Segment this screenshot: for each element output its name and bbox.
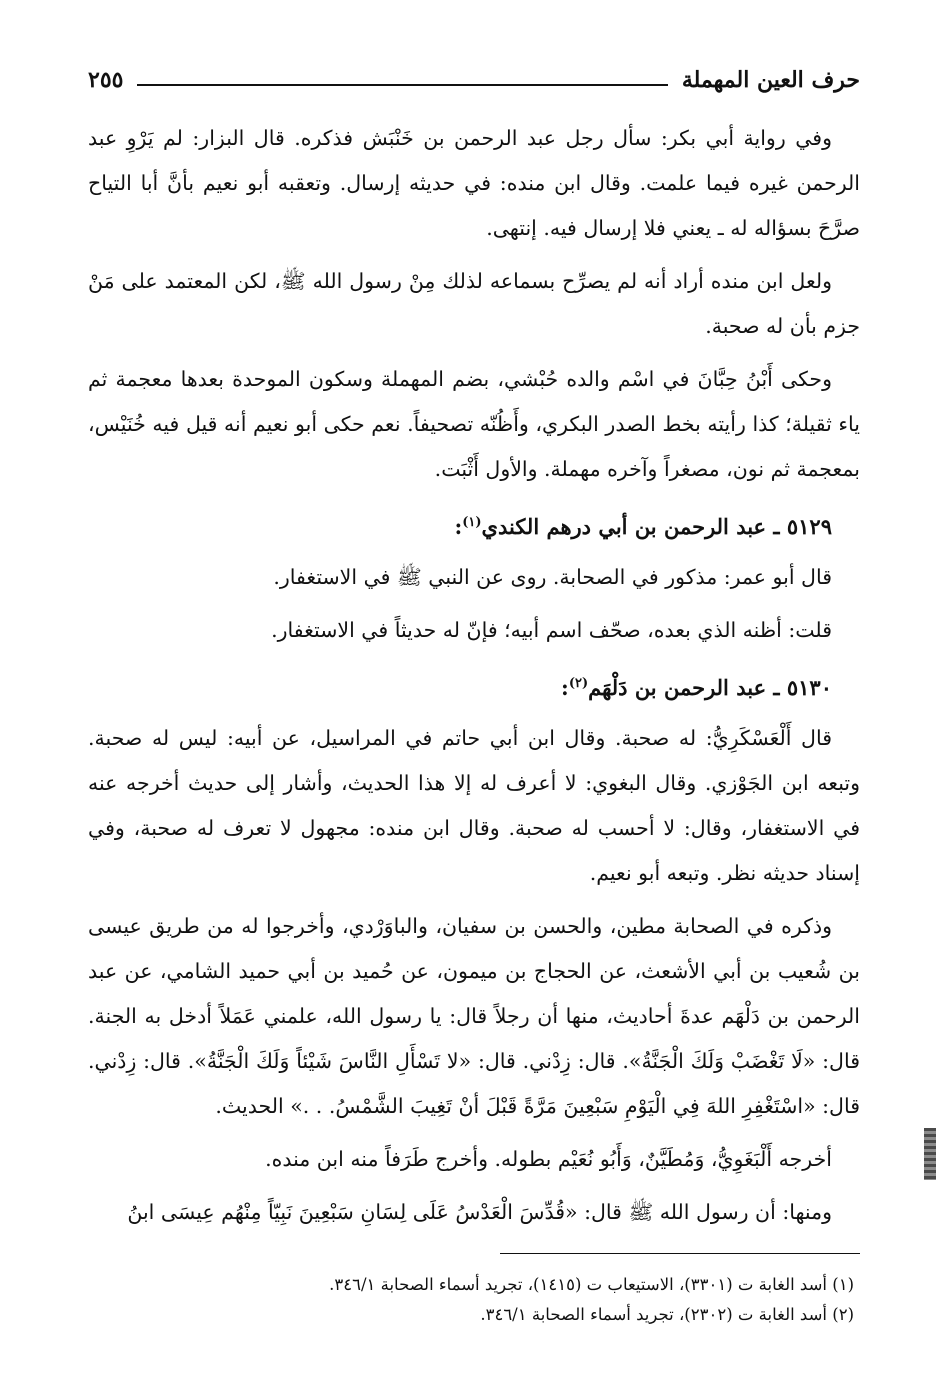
footnote-1: (١) أسد الغابة ت (٣٣٠١)، الاستيعاب ت (١٤١٥)، تجريد أسماء الصحابة ٣٤٦/١. [329,1275,854,1294]
entry-5130-paragraph-4: ومنها: أن رسول الله ﷺ قال: «قُدِّسَ الْعَدْسُ عَلَى لِسَانِ سَبْعِينَ نَبِيّاً مِنْهُم عِيسَى ابنُ [127,1200,832,1224]
entry-5130-paragraph-1: قال أَلْعَسْكَرِيُّ: له صحبة. وقال ابن أبي حاتم في المراسيل، عن أبيه: ليس له صحبة. وتبعه ابن الجَوْزي. وقال البغوي: لا أعرف له إلا هذا الحديث، وأشار إلى حديث أخرجه عنه في الاستغفار، وقال: لا أحسب له صحبة. وقال ابن منده: مجهول لا تعرف له صحبة، وفي إسناد حديثه نظر. وتبعه أبو نعيم. [88,726,860,885]
footnotes [88,1270,860,1330]
chapter-title: حرف العين المهملة [681,67,860,93]
footnote-ref-1: (١) [462,515,482,530]
entry-title-5129: ٥١٢٩ ـ عبد الرحمن بن أبي درهم الكندي [481,514,832,539]
entry-title-5130: ٥١٣٠ ـ عبد الرحمن بن دَلْهَم [588,675,832,700]
entry-5130-paragraph-2: وذكره في الصحابة مطين، والحسن بن سفيان، والباوَرْدي، وأخرجوا له من طريق عيسى بن شُعيب بن أبي الأشعث، عن الحجاج بن ميمون، عن حُميد بن أبي حميد الشامي، عن عبد الرحمن بن دَلْهَم عدةَ أحاديث، منها أن رجلاً قال: يا رسول الله، علمني عَمَلاً أدخل به الجنة. قال: «لَا تَغْضَبْ وَلَكَ الْجَنَّةُ». قال: زِدْني. قال: «لا تَسْأَلِ النَّاسَ شَيْئاً وَلَكَ الْجَنَّةُ». قال: زِدْني. قال: «اسْتَغْفِرِ اللهَ فِي الْيَوْمِ سَبْعِينَ مَرَّةً قَبْلَ أنْ تَغِيبَ الشَّمْسُ. . .» الحديث. [88,914,860,1118]
entry-5129-paragraph-2: قلت: أظنه الذي بعده، صحّف اسم أبيه؛ فإنّ له حديثاً في الاستغفار. [271,618,832,642]
paragraph-1: وفي رواية أبي بكر: سأل رجل عبد الرحمن بن خَنْبَش فذكره. قال البزار: لم يَرْوِ عبد الرحمن غيره فيما علمت. وقال ابن منده: في حديثه إرسال. وتعقبه أبو نعيم بأنَّ أبا التياح صرَّحَ بسؤاله له ـ يعني فلا إرسال فيه. إنتهى. [88,126,860,240]
entry-heading-5129 [88,500,860,549]
footnote-ref-2: (٢) [568,676,589,691]
header-rule [137,84,667,86]
footnote-2: (٢) أسد الغابة ت (٢٣٠٢)، تجريد أسماء الصحابة ٣٤٦/١. [480,1305,854,1324]
main-text [88,116,860,1235]
entry-colon-5129: : [454,514,463,539]
footnote-separator [500,1253,860,1254]
entry-5129-paragraph-1: قال أبو عمر: مذكور في الصحابة. روى عن النبي ﷺ في الاستغفار. [273,565,832,589]
entry-colon-5130: : [561,675,569,700]
paragraph-3: وحكى أَبْنُ حِبَّانَ في اسْم والده حُبْشي، بضم المهملة وسكون الموحدة بعدها معجمة ثم ياء ثقيلة؛ كذا رأيته بخط الصدر البكري، وأَظُنّه تصحيفاً. نعم حكى أبو نعيم أنه قيل فيه خُنَيْس، بمعجمة ثم نون، مصغراً وآخره مهملة. والأول أَثْبَت. [88,367,860,481]
page-edge-scan-mark [924,1128,936,1180]
page-number: ٢٥٥ [88,67,124,93]
entry-heading-5130 [88,661,860,710]
entry-5130-paragraph-3: أخرجه أَلْبَغَوِيُّ، وَمُطَيَّنٌ، وَأَبُو نُعَيْم بطوله. وأخرج طَرَفاً منه ابن منده. [265,1147,832,1171]
paragraph-2: ولعل ابن منده أراد أنه لم يصرِّح بسماعه لذلك مِنْ رسول الله ﷺ، لكن المعتمد على مَنْ جزم بأن له صحبة. [88,269,860,338]
running-header [88,62,860,98]
